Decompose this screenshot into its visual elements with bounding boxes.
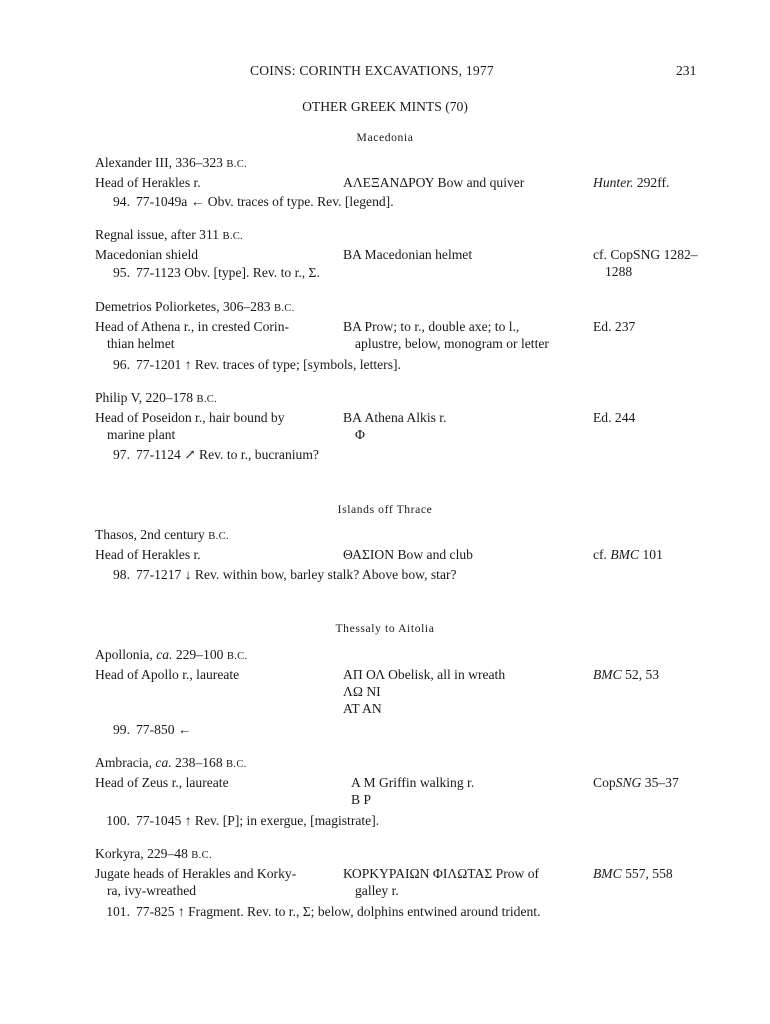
- reverse-description: ΒΑ Macedonian helmet: [343, 247, 473, 262]
- reference-number: 557, 558: [625, 866, 673, 881]
- inventory-number: 77-1201: [136, 357, 182, 372]
- die-axis-left-arrow-icon: ←: [177, 722, 192, 737]
- section-title: [0, 98, 770, 115]
- inventory-number: 77-1045: [136, 813, 182, 828]
- inventory-number: 77-1217: [136, 567, 182, 582]
- running-head-title: COINS: CORINTH EXCAVATIONS, 1977: [250, 63, 494, 78]
- entry-number: 97.: [113, 447, 130, 462]
- entry-body: [136, 446, 319, 463]
- obverse-description: Head of Zeus r., laureate: [95, 775, 229, 790]
- section-title-text: OTHER GREEK MINTS: [302, 99, 442, 114]
- reverse-line: aplustre, below, monogram or letter: [355, 336, 549, 351]
- reference-italic: Hunter.: [593, 175, 634, 190]
- catalog-reference: Ed. 244: [593, 410, 636, 425]
- die-axis-up-arrow-icon: ↑: [184, 813, 192, 828]
- entry-number: 98.: [113, 567, 130, 582]
- obverse-line: Head of Athena r., in crested Corin-: [95, 319, 290, 334]
- die-axis-down-arrow-icon: ↓: [184, 567, 192, 582]
- ruler-name: Ambracia,: [95, 755, 152, 770]
- reference-prefix: Cop: [593, 775, 616, 790]
- entry-note: Rev. traces of type; [symbols, letters].: [194, 357, 401, 372]
- reverse-line: ΒΑ Prow; to r., double axe; to l.,: [343, 319, 520, 334]
- catalog-reference: [593, 174, 723, 191]
- entry-body: [136, 264, 320, 281]
- reference-italic: BMC: [593, 866, 622, 881]
- ruler-name: Apollonia,: [95, 647, 153, 662]
- reverse-line: galley r.: [355, 883, 399, 898]
- obverse-description: [95, 865, 335, 899]
- reverse-line: Β Ρ: [351, 792, 372, 807]
- ruler-name: Alexander III, 336–323: [95, 155, 223, 170]
- region-heading-islands-off-thrace: Islands off Thrace: [337, 503, 433, 516]
- era-label: B.C.: [222, 231, 244, 242]
- die-axis-up-right-arrow-icon: ↗: [184, 447, 196, 462]
- reverse-line: ΒΑ Athena Alkis r.: [343, 410, 447, 425]
- reference-italic: SNG: [615, 775, 642, 790]
- ruler-heading: [95, 845, 212, 864]
- era-label: B.C.: [226, 651, 248, 662]
- catalog-reference: [593, 246, 723, 280]
- entry-note: Obv. [type]. Rev. to r., Σ.: [184, 265, 320, 280]
- section-count: (70): [445, 99, 468, 114]
- inventory-number: 77-850: [136, 722, 175, 737]
- inventory-number: 77-825: [136, 904, 175, 919]
- ruler-name: Philip V, 220–178: [95, 390, 194, 405]
- entry-body: [136, 721, 192, 738]
- entry-note: Fragment. Rev. to r., Σ; below, dolphins entwined around trident.: [188, 904, 541, 919]
- entry-number: 95.: [113, 265, 130, 280]
- ruler-heading: [95, 226, 243, 245]
- obverse-description: [95, 409, 335, 443]
- reference-prefix: cf.: [593, 547, 607, 562]
- inventory-number: 77-1123: [136, 265, 181, 280]
- entry-body: [136, 566, 457, 583]
- obverse-line: Head of Poseidon r., hair bound by: [95, 410, 285, 425]
- reverse-description: [343, 318, 581, 352]
- reverse-line: ΚΟΡΚΥΡΑΙΩΝ ΦΙΛΩΤΑΣ Prow of: [343, 866, 540, 881]
- region-heading-thessaly-to-aitolia: Thessaly to Aitolia: [335, 622, 435, 635]
- reverse-line: ΑΠ ΟΛ Obelisk, all in wreath: [343, 667, 506, 682]
- entry-note: Rev. [P]; in exergue, [magistrate].: [194, 813, 380, 828]
- ruler-heading: [95, 154, 247, 173]
- entry-body: [136, 903, 540, 920]
- reverse-line: Φ: [355, 427, 365, 442]
- die-axis-up-arrow-icon: ↑: [177, 904, 185, 919]
- ruler-years: 238–168: [175, 755, 223, 770]
- obverse-line: thian helmet: [107, 336, 175, 351]
- ruler-heading: [95, 646, 247, 665]
- reverse-line: ΛΩ ΝΙ: [343, 684, 381, 699]
- ruler-heading: [95, 754, 247, 773]
- reference-italic: BMC: [593, 667, 622, 682]
- circa-label: ca.: [155, 755, 172, 770]
- entry-note: Rev. within bow, barley stalk? Above bow, star?: [194, 567, 457, 582]
- reference-number: 101: [642, 547, 663, 562]
- obverse-description: Head of Herakles r.: [95, 547, 201, 562]
- reference-line: 1288: [605, 264, 633, 279]
- era-label: B.C.: [226, 759, 247, 770]
- catalog-reference: [593, 774, 723, 791]
- reverse-description: [343, 774, 581, 808]
- era-label: B.C.: [208, 531, 229, 542]
- reference-number: 52, 53: [625, 667, 660, 682]
- region-heading-macedonia: Macedonia: [356, 131, 414, 144]
- catalog-reference: Ed. 237: [593, 319, 636, 334]
- obverse-line: Jugate heads of Herakles and Korky-: [95, 866, 297, 881]
- entry-number: 100.: [106, 813, 130, 828]
- obverse-description: Head of Apollo r., laureate: [95, 667, 240, 682]
- reverse-description: ΑΛΕΞΑΝΔΡΟΥ Bow and quiver: [343, 175, 525, 190]
- reverse-description: [343, 865, 581, 899]
- reverse-line: Α Μ Griffin walking r.: [351, 775, 475, 790]
- era-label: B.C.: [196, 394, 218, 405]
- obverse-description: [95, 318, 335, 352]
- ruler-name: Demetrios Poliorketes, 306–283: [95, 299, 271, 314]
- era-label: B.C.: [273, 303, 295, 314]
- page-number: 231: [676, 63, 697, 78]
- ruler-heading: [95, 526, 229, 545]
- die-axis-left-arrow-icon: ←: [190, 194, 205, 209]
- inventory-number: 77-1124: [136, 447, 181, 462]
- reverse-description: ΘΑΣΙΟΝ Bow and club: [343, 547, 473, 562]
- obverse-line: marine plant: [107, 427, 176, 442]
- obverse-description: Head of Herakles r.: [95, 175, 201, 190]
- reverse-description: [343, 666, 581, 717]
- catalog-reference: [593, 666, 723, 683]
- die-axis-up-arrow-icon: ↑: [184, 357, 192, 372]
- era-label: B.C.: [226, 159, 248, 170]
- reverse-description: [343, 409, 581, 443]
- ruler-heading: [95, 389, 217, 408]
- ruler-name: Thasos, 2nd century: [95, 527, 205, 542]
- obverse-description: Macedonian shield: [95, 247, 199, 262]
- entry-number: 96.: [113, 357, 130, 372]
- catalog-reference: [593, 865, 723, 882]
- inventory-number: 77-1049a: [136, 194, 188, 209]
- catalog-reference: [593, 546, 723, 563]
- reference-italic: BMC: [610, 547, 640, 562]
- circa-label: ca.: [156, 647, 173, 662]
- ruler-heading: [95, 298, 295, 317]
- entry-body: [136, 356, 401, 373]
- entry-body: [136, 812, 379, 829]
- reference-number: 35–37: [644, 775, 679, 790]
- entry-number: 101.: [106, 904, 130, 919]
- entry-number: 94.: [113, 194, 130, 209]
- entry-note: Rev. to r., bucranium?: [199, 447, 319, 462]
- reference-plain: 292ff.: [636, 175, 670, 190]
- reverse-line: ΑΤ ΑΝ: [343, 701, 382, 716]
- ruler-name: Korkyra, 229–48: [95, 846, 188, 861]
- ruler-name: Regnal issue, after 311: [95, 227, 220, 242]
- entry-body: [136, 193, 394, 210]
- era-label: B.C.: [191, 850, 212, 861]
- obverse-line: ra, ivy-wreathed: [107, 883, 197, 898]
- reference-line: cf. CopSNG 1282–: [593, 247, 698, 262]
- entry-number: 99.: [113, 722, 130, 737]
- running-head: [0, 62, 770, 82]
- entry-note: Obv. traces of type. Rev. [legend].: [207, 194, 394, 209]
- ruler-years: 229–100: [175, 647, 224, 662]
